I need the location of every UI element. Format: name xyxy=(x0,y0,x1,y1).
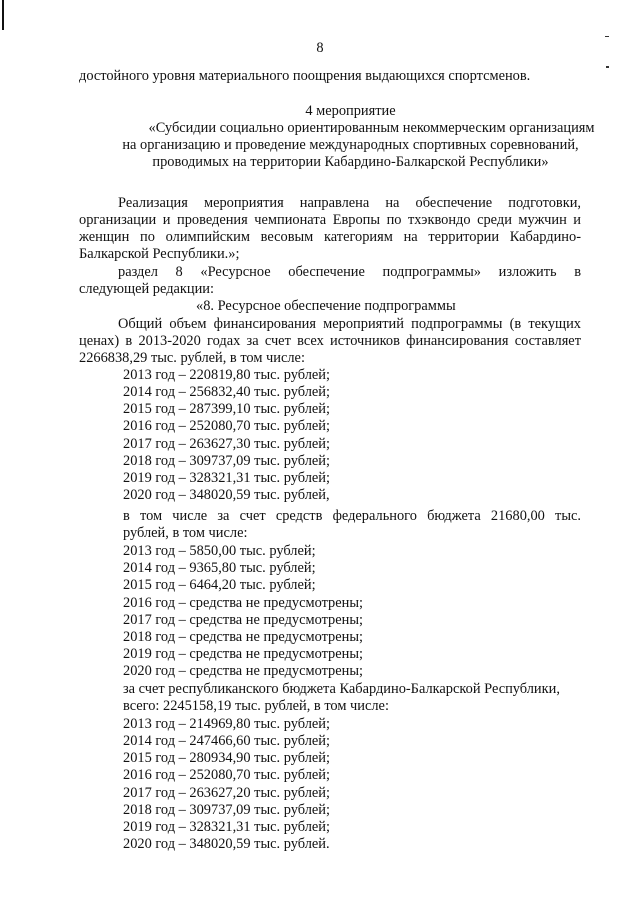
year-amount-line: 2015 год – 287399,10 тыс. рублей; xyxy=(123,401,330,417)
text-line: достойного уровня материального поощрения выдающихся спортсменов. xyxy=(79,68,531,84)
paragraph-line: следующей редакции: xyxy=(79,281,214,297)
section-heading: 4 мероприятие xyxy=(305,103,396,119)
scan-speck xyxy=(605,36,609,37)
year-amount-line: 2019 год – средства не предусмотрены; xyxy=(123,646,363,662)
year-amount-line: 2016 год – средства не предусмотрены; xyxy=(123,595,363,611)
paragraph-line: 2266838,29 тыс. рублей, в том числе: xyxy=(79,350,305,366)
paragraph-line: в том числе за счет средств федерального бюджета 21680,00 тыс. xyxy=(123,508,581,524)
year-amount-line: 2020 год – 348020,59 тыс. рублей, xyxy=(123,487,330,503)
paragraph-line: женщин по олимпийским весовым категориям на территории Кабардино- xyxy=(79,229,581,245)
year-amount-line: 2017 год – 263627,20 тыс. рублей; xyxy=(123,785,330,801)
year-amount-line: 2020 год – средства не предусмотрены; xyxy=(123,663,363,679)
year-amount-line: 2014 год – 256832,40 тыс. рублей; xyxy=(123,384,330,400)
paragraph-line: рублей, в том числе: xyxy=(123,525,248,541)
subsection-heading: «8. Ресурсное обеспечение подпрограммы xyxy=(196,298,456,314)
year-amount-line: 2019 год – 328321,31 тыс. рублей; xyxy=(123,819,330,835)
year-amount-line: 2015 год – 280934,90 тыс. рублей; xyxy=(123,750,330,766)
paragraph-line: Общий объем финансирования мероприятий подпрограммы (в текущих xyxy=(118,316,581,332)
year-amount-line: 2020 год – 348020,59 тыс. рублей. xyxy=(123,836,330,852)
year-amount-line: 2016 год – 252080,70 тыс. рублей; xyxy=(123,767,330,783)
scan-edge-mark xyxy=(2,0,4,30)
paragraph-line: Балкарской Республики.»; xyxy=(79,246,240,262)
year-amount-line: 2018 год – 309737,09 тыс. рублей; xyxy=(123,453,330,469)
paragraph-line: раздел 8 «Ресурсное обеспечение подпрограммы» изложить в xyxy=(118,264,581,280)
paragraph-line: Реализация мероприятия направлена на обеспечение подготовки, xyxy=(118,195,581,211)
year-amount-line: 2017 год – 263627,30 тыс. рублей; xyxy=(123,436,330,452)
year-amount-line: 2016 год – 252080,70 тыс. рублей; xyxy=(123,418,330,434)
page-number: 8 xyxy=(316,40,324,56)
year-amount-line: 2018 год – средства не предусмотрены; xyxy=(123,629,363,645)
year-amount-line: 2018 год – 309737,09 тыс. рублей; xyxy=(123,802,330,818)
year-amount-line: 2014 год – 247466,60 тыс. рублей; xyxy=(123,733,330,749)
year-amount-line: 2019 год – 328321,31 тыс. рублей; xyxy=(123,470,330,486)
section-title-line: «Субсидии социально ориентированным некоммерческим организациям xyxy=(148,120,595,136)
paragraph-line: ценах) в 2013-2020 годах за счет всех источников финансирования составляет xyxy=(79,333,581,349)
section-title-line: проводимых на территории Кабардино-Балкарской Республики» xyxy=(152,154,549,170)
year-amount-line: 2017 год – средства не предусмотрены; xyxy=(123,612,363,628)
paragraph-line: организации и проведения чемпионата Европы по тхэквондо среди мужчин и xyxy=(79,212,581,228)
year-amount-line: 2013 год – 214969,80 тыс. рублей; xyxy=(123,716,330,732)
paragraph-line: за счет республиканского бюджета Кабардино-Балкарской Республики, xyxy=(123,681,560,697)
paragraph-line: всего: 2245158,19 тыс. рублей, в том числе: xyxy=(123,698,389,714)
year-amount-line: 2013 год – 220819,80 тыс. рублей; xyxy=(123,367,330,383)
section-title-line: на организацию и проведение международных спортивных соревнований, xyxy=(122,137,579,153)
year-amount-line: 2014 год – 9365,80 тыс. рублей; xyxy=(123,560,316,576)
year-amount-line: 2015 год – 6464,20 тыс. рублей; xyxy=(123,577,316,593)
scan-speck xyxy=(606,66,609,68)
year-amount-line: 2013 год – 5850,00 тыс. рублей; xyxy=(123,543,316,559)
